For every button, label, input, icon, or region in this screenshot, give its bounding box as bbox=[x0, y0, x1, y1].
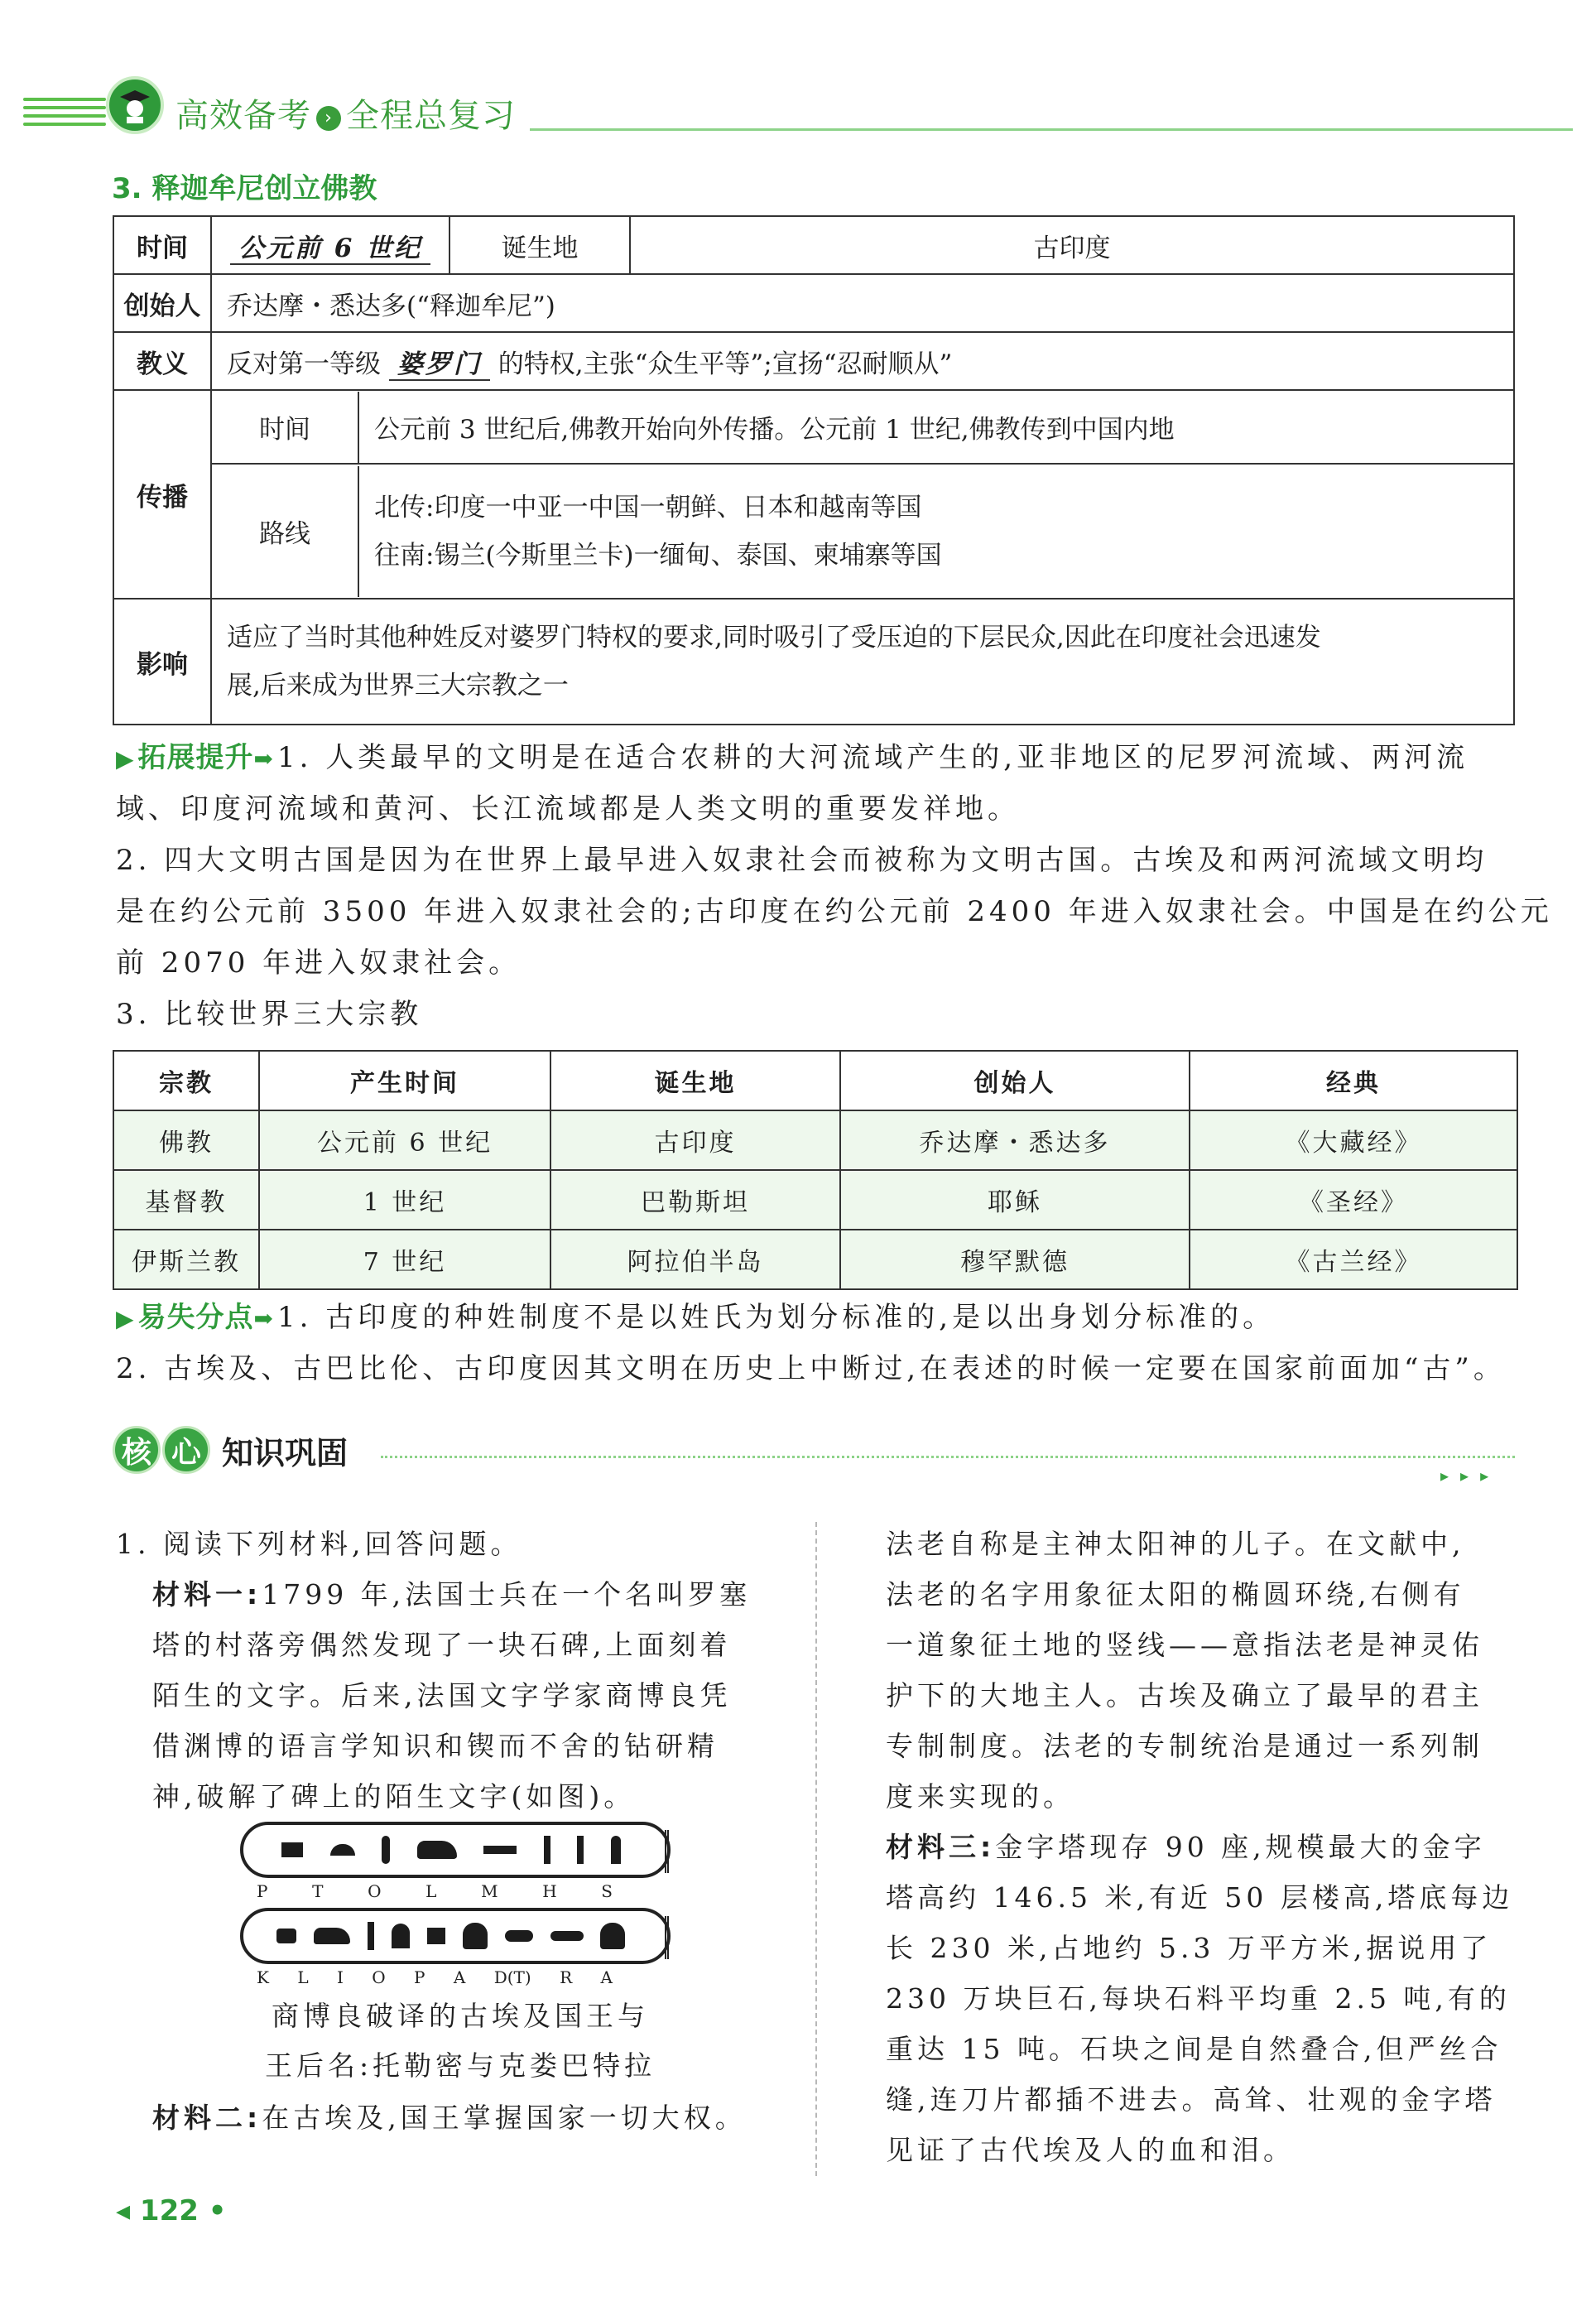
table-row bbox=[113, 599, 1514, 725]
core-char-1: 核 bbox=[113, 1426, 161, 1474]
core-title: 知识巩固 bbox=[222, 1434, 349, 1471]
right-line-5: 专制制度。法老的专制统治是通过一系列制 bbox=[886, 1730, 1483, 1762]
figure-caption-2: 王后名:托勒密与克娄巴特拉 bbox=[264, 2049, 656, 2082]
right-line-12: 缝,连刀片都插不进去。高耸、壮观的金字塔 bbox=[886, 2083, 1497, 2116]
material-1-line-2: 塔的村落旁偶然发现了一块石碑,上面刻着 bbox=[152, 1629, 732, 1661]
right-line-9: 长 230 米,占地约 5.3 万平方米,据说用了 bbox=[886, 1932, 1493, 1964]
buddhism-table bbox=[113, 215, 1515, 725]
route-north: 北传:印度一中亚一中国一朝鲜、日本和越南等国 bbox=[374, 492, 922, 522]
doctrine-fill-blank: 婆罗门 bbox=[389, 349, 490, 381]
table-row bbox=[113, 274, 1514, 332]
banner-divider bbox=[381, 1456, 1515, 1458]
right-line-13: 见证了古代埃及人的血和泪。 bbox=[886, 2134, 1295, 2166]
section-heading: 3. 释迦牟尼创立佛教 bbox=[112, 172, 377, 205]
table-row: 基督教 1 世纪 巴勒斯坦 耶稣 《圣经》 bbox=[113, 1170, 1517, 1230]
doctrine-label: 教义 bbox=[113, 332, 211, 390]
mistakes-tag: 易失分点 bbox=[137, 1301, 254, 1334]
header-rule bbox=[530, 128, 1573, 131]
founder-label: 创始人 bbox=[113, 274, 211, 332]
header-birthplace: 诞生地 bbox=[550, 1051, 840, 1110]
spread-time-value: 公元前 3 世纪后,佛教开始向外传播。公元前 1 世纪,佛教传到中国内地 bbox=[374, 415, 1175, 445]
impact-value: 适应了当时其他种姓反对婆罗门特权的要求,同时吸引了受压迫的下层民众,因此在印度社会迅速发 展,后来成为世界三大宗教之一 bbox=[211, 599, 1514, 725]
table-row: 佛教 公元前 6 世纪 古印度 乔达摩・悉达多 《大藏经》 bbox=[113, 1110, 1517, 1170]
cartouche-1-letters: P T O L M H S bbox=[257, 1881, 613, 1901]
table-row bbox=[113, 332, 1514, 390]
material-2-line-1: 材料二:在古埃及,国王掌握国家一切大权。 bbox=[152, 2102, 747, 2134]
material-1-line-4: 借渊博的语言学知识和锲而不舍的钻研精 bbox=[152, 1730, 719, 1762]
expand-line-6: 3. 比较世界三大宗教 bbox=[116, 998, 423, 1031]
expand-line-5: 前 2070 年进入奴隶社会。 bbox=[116, 946, 522, 980]
hieroglyph-figure bbox=[240, 1822, 687, 1987]
student-avatar-icon bbox=[106, 76, 164, 134]
time-value: 公元前 6 世纪 bbox=[211, 216, 449, 274]
header-title bbox=[175, 89, 516, 137]
header-founder: 创始人 bbox=[840, 1051, 1190, 1110]
expand-line-4: 是在约公元前 3500 年进入奴隶社会的;古印度在约公元前 2400 年进入奴隶社会。中国是在约公元 bbox=[116, 895, 1553, 928]
table-header-row bbox=[113, 1051, 1517, 1110]
header-title-right: 全程总复习 bbox=[346, 97, 516, 135]
religions-table bbox=[113, 1050, 1518, 1290]
expand-line-1: ▶拓展提升➡1. 人类最早的文明是在适合农耕的大河流域产生的,亚非地区的尼罗河流域、两河流 bbox=[116, 741, 1469, 774]
material-3-line-1: 材料三:金字塔现存 90 座,规模最大的金字 bbox=[886, 1831, 1486, 1863]
header-religion: 宗教 bbox=[113, 1051, 259, 1110]
cartouche-2-letters: K L I O P A D(T) R A bbox=[257, 1967, 613, 1987]
right-line-1: 法老自称是主神太阳神的儿子。在文献中, bbox=[886, 1528, 1465, 1560]
arrow-right-icon: › bbox=[316, 106, 341, 131]
spread-label: 传播 bbox=[113, 390, 211, 599]
page-number: ◂ 122 • bbox=[116, 2194, 227, 2227]
figure-caption-1: 商博良破译的古埃及国王与 bbox=[272, 2000, 649, 2032]
header-scripture: 经典 bbox=[1190, 1051, 1517, 1110]
route-south: 往南:锡兰(今斯里兰卡)一缅甸、泰国、柬埔寨等国 bbox=[374, 540, 942, 571]
material-1-line-5: 神,破解了碑上的陌生文字(如图)。 bbox=[152, 1780, 636, 1813]
right-line-3: 一道象征土地的竖线——意指法老是神灵佑 bbox=[886, 1629, 1483, 1661]
spread-route-value bbox=[358, 466, 1513, 597]
cartouche-ptolemy bbox=[240, 1822, 671, 1878]
table-row bbox=[113, 390, 1514, 464]
table-row bbox=[113, 464, 1514, 599]
triangle-right-icon: ▶ bbox=[116, 745, 138, 773]
right-line-4: 护下的大地主人。古埃及确立了最早的君主 bbox=[886, 1679, 1483, 1712]
banner-arrows-icon: ▸▸▸ bbox=[1440, 1466, 1501, 1486]
right-line-11: 重达 15 吨。石块之间是自然叠合,但严丝合 bbox=[886, 2033, 1502, 2065]
material-1-line-1: 材料一:1799 年,法国士兵在一个名叫罗塞 bbox=[152, 1578, 752, 1611]
table-row bbox=[113, 216, 1514, 274]
right-line-10: 230 万块巨石,每块石料平均重 2.5 吨,有的 bbox=[886, 1982, 1511, 2015]
impact-label: 影响 bbox=[113, 599, 211, 725]
header-time: 产生时间 bbox=[259, 1051, 550, 1110]
expand-tag: 拓展提升 bbox=[137, 741, 254, 774]
time-label: 时间 bbox=[113, 216, 211, 274]
right-line-6: 度来实现的。 bbox=[886, 1780, 1074, 1813]
spread-route-label: 路线 bbox=[212, 466, 358, 597]
table-row: 伊斯兰教 7 世纪 阿拉伯半岛 穆罕默德 《古兰经》 bbox=[113, 1230, 1517, 1289]
birthplace-label: 诞生地 bbox=[449, 216, 630, 274]
arrow-right-icon: ➡ bbox=[253, 745, 278, 773]
birthplace-value: 古印度 bbox=[630, 216, 1514, 274]
material-1-line-3: 陌生的文字。后来,法国文字学家商博良凭 bbox=[152, 1679, 732, 1712]
right-line-2: 法老的名字用象征太阳的椭圆环绕,右侧有 bbox=[886, 1578, 1465, 1611]
header-title-left: 高效备考 bbox=[175, 97, 311, 135]
mistakes-line-1: ▶易失分点➡1. 古印度的种姓制度不是以姓氏为划分标准的,是以出身划分标准的。 bbox=[116, 1301, 1276, 1334]
right-line-8: 塔高约 146.5 米,有近 50 层楼高,塔底每边 bbox=[886, 1881, 1514, 1914]
column-divider bbox=[815, 1522, 817, 2176]
mistakes-line-2: 2. 古埃及、古巴比伦、古印度因其文明在历史上中断过,在表述的时候一定要在国家前面加“古”。 bbox=[116, 1352, 1506, 1385]
arrow-right-icon: ➡ bbox=[253, 1305, 278, 1332]
core-char-2: 心 bbox=[162, 1426, 210, 1474]
header-stripes bbox=[23, 98, 106, 131]
cartouche-cleopatra bbox=[240, 1908, 671, 1964]
triangle-right-icon: ▶ bbox=[116, 1305, 138, 1332]
expand-line-2: 域、印度河流域和黄河、长江流域都是人类文明的重要发祥地。 bbox=[116, 792, 1020, 826]
spread-time-label: 时间 bbox=[212, 392, 358, 463]
question-1: 1. 阅读下列材料,回答问题。 bbox=[116, 1528, 522, 1560]
core-banner bbox=[113, 1426, 348, 1474]
founder-value: 乔达摩・悉达多(“释迦牟尼”) bbox=[211, 274, 1514, 332]
expand-line-3: 2. 四大文明古国是因为在世界上最早进入奴隶社会而被称为文明古国。古埃及和两河流域文明均 bbox=[116, 844, 1488, 877]
doctrine-value: 反对第一等级 婆罗门 的特权,主张“众生平等”;宣扬“忍耐顺从” bbox=[211, 332, 1514, 390]
